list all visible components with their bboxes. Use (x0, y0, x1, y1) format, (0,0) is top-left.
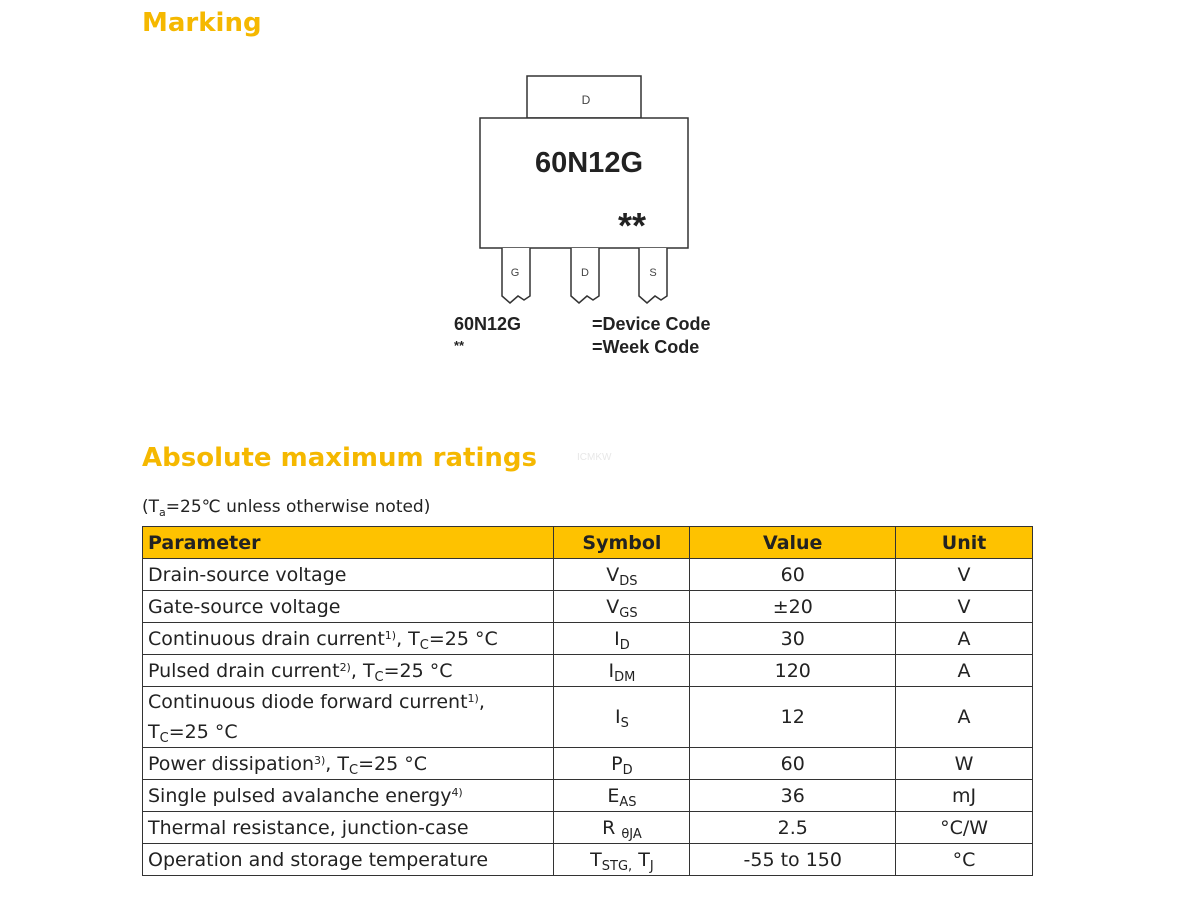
param-cell: Continuous diode forward current$^{1)}$, $T_C=25$ °C (143, 687, 554, 748)
col-header-symbol: Symbol (554, 527, 690, 559)
legend-meaning-week: =Week Code (592, 337, 700, 357)
table-row (143, 591, 1033, 623)
table-row (143, 687, 1033, 748)
symbol-cell: $I_{DM}$ (554, 655, 690, 687)
unit-cell: W (896, 748, 1033, 780)
table-header-row (143, 527, 1033, 559)
legend-meaning-device: =Device Code (592, 314, 711, 334)
value-cell: 120 (690, 655, 896, 687)
package-body (480, 118, 688, 248)
watermark-text: ICMKW (577, 452, 612, 463)
param-cell: Gate-source voltage (143, 591, 554, 623)
legend-code-week: ** (454, 338, 465, 353)
value-cell: -55 to 150 (690, 844, 896, 876)
device-code-marking: 60N12G (534, 147, 644, 179)
conditions-note: ($T_a=25℃$ unless otherwise noted) (142, 497, 431, 519)
symbol-cell: $V_{GS}$ (554, 591, 690, 623)
table-row (143, 748, 1033, 780)
tab-label: D (581, 93, 591, 107)
table-row (143, 559, 1033, 591)
symbol-cell: $I_S$ (554, 687, 690, 748)
ratings-heading: Absolute maximum ratings (142, 443, 537, 473)
symbol-cell: $P_D$ (554, 748, 690, 780)
marking-heading: Marking (142, 8, 262, 38)
param-cell: Thermal resistance, junction-case (143, 812, 554, 844)
value-cell: 60 (690, 559, 896, 591)
unit-cell: °C/W (896, 812, 1033, 844)
pin-g (502, 248, 530, 303)
symbol-cell: $E_{AS}$ (554, 780, 690, 812)
table-row (143, 655, 1033, 687)
unit-cell: A (896, 623, 1033, 655)
value-cell: 36 (690, 780, 896, 812)
symbol-cell: R $_{\theta JA}$ (554, 812, 690, 844)
pin-d (571, 248, 599, 303)
param-cell: Operation and storage temperature (143, 844, 554, 876)
unit-cell: V (896, 591, 1033, 623)
svg-text:G: G (510, 267, 520, 279)
value-cell: 60 (690, 748, 896, 780)
col-header-value: Value (690, 527, 896, 559)
value-cell: 2.5 (690, 812, 896, 844)
svg-text:D: D (581, 267, 589, 279)
value-cell: 12 (690, 687, 896, 748)
unit-cell: V (896, 559, 1033, 591)
table-row (143, 812, 1033, 844)
param-cell: Single pulsed avalanche energy$^{4)}$ (143, 780, 554, 812)
unit-cell: A (896, 687, 1033, 748)
param-cell: Drain-source voltage (143, 559, 554, 591)
param-cell: Continuous drain current$^{1)}$, $T_C=25$ °C (143, 623, 554, 655)
table-row (143, 623, 1033, 655)
symbol-cell: $V_{DS}$ (554, 559, 690, 591)
unit-cell: °C (896, 844, 1033, 876)
table-row (143, 780, 1033, 812)
unit-cell: A (896, 655, 1033, 687)
value-cell: ±20 (690, 591, 896, 623)
week-code-marking: ** (617, 205, 647, 246)
unit-cell: mJ (896, 780, 1033, 812)
col-header-parameter: Parameter (143, 527, 554, 559)
symbol-cell: $T_{STG,}$ $T_J$ (554, 844, 690, 876)
param-cell: Power dissipation$^{3)}$, $T_C=25$ °C (143, 748, 554, 780)
legend-code-device: 60N12G (454, 314, 522, 334)
symbol-cell: $I_D$ (554, 623, 690, 655)
value-cell: 30 (690, 623, 896, 655)
param-cell: Pulsed drain current$^{2)}$, $T_C=25$ °C (143, 655, 554, 687)
package-marking-diagram (440, 70, 760, 370)
col-header-unit: Unit (896, 527, 1033, 559)
pin-s (639, 248, 667, 303)
svg-text:S: S (649, 267, 657, 279)
ratings-table (142, 526, 1033, 876)
table-row (143, 844, 1033, 876)
